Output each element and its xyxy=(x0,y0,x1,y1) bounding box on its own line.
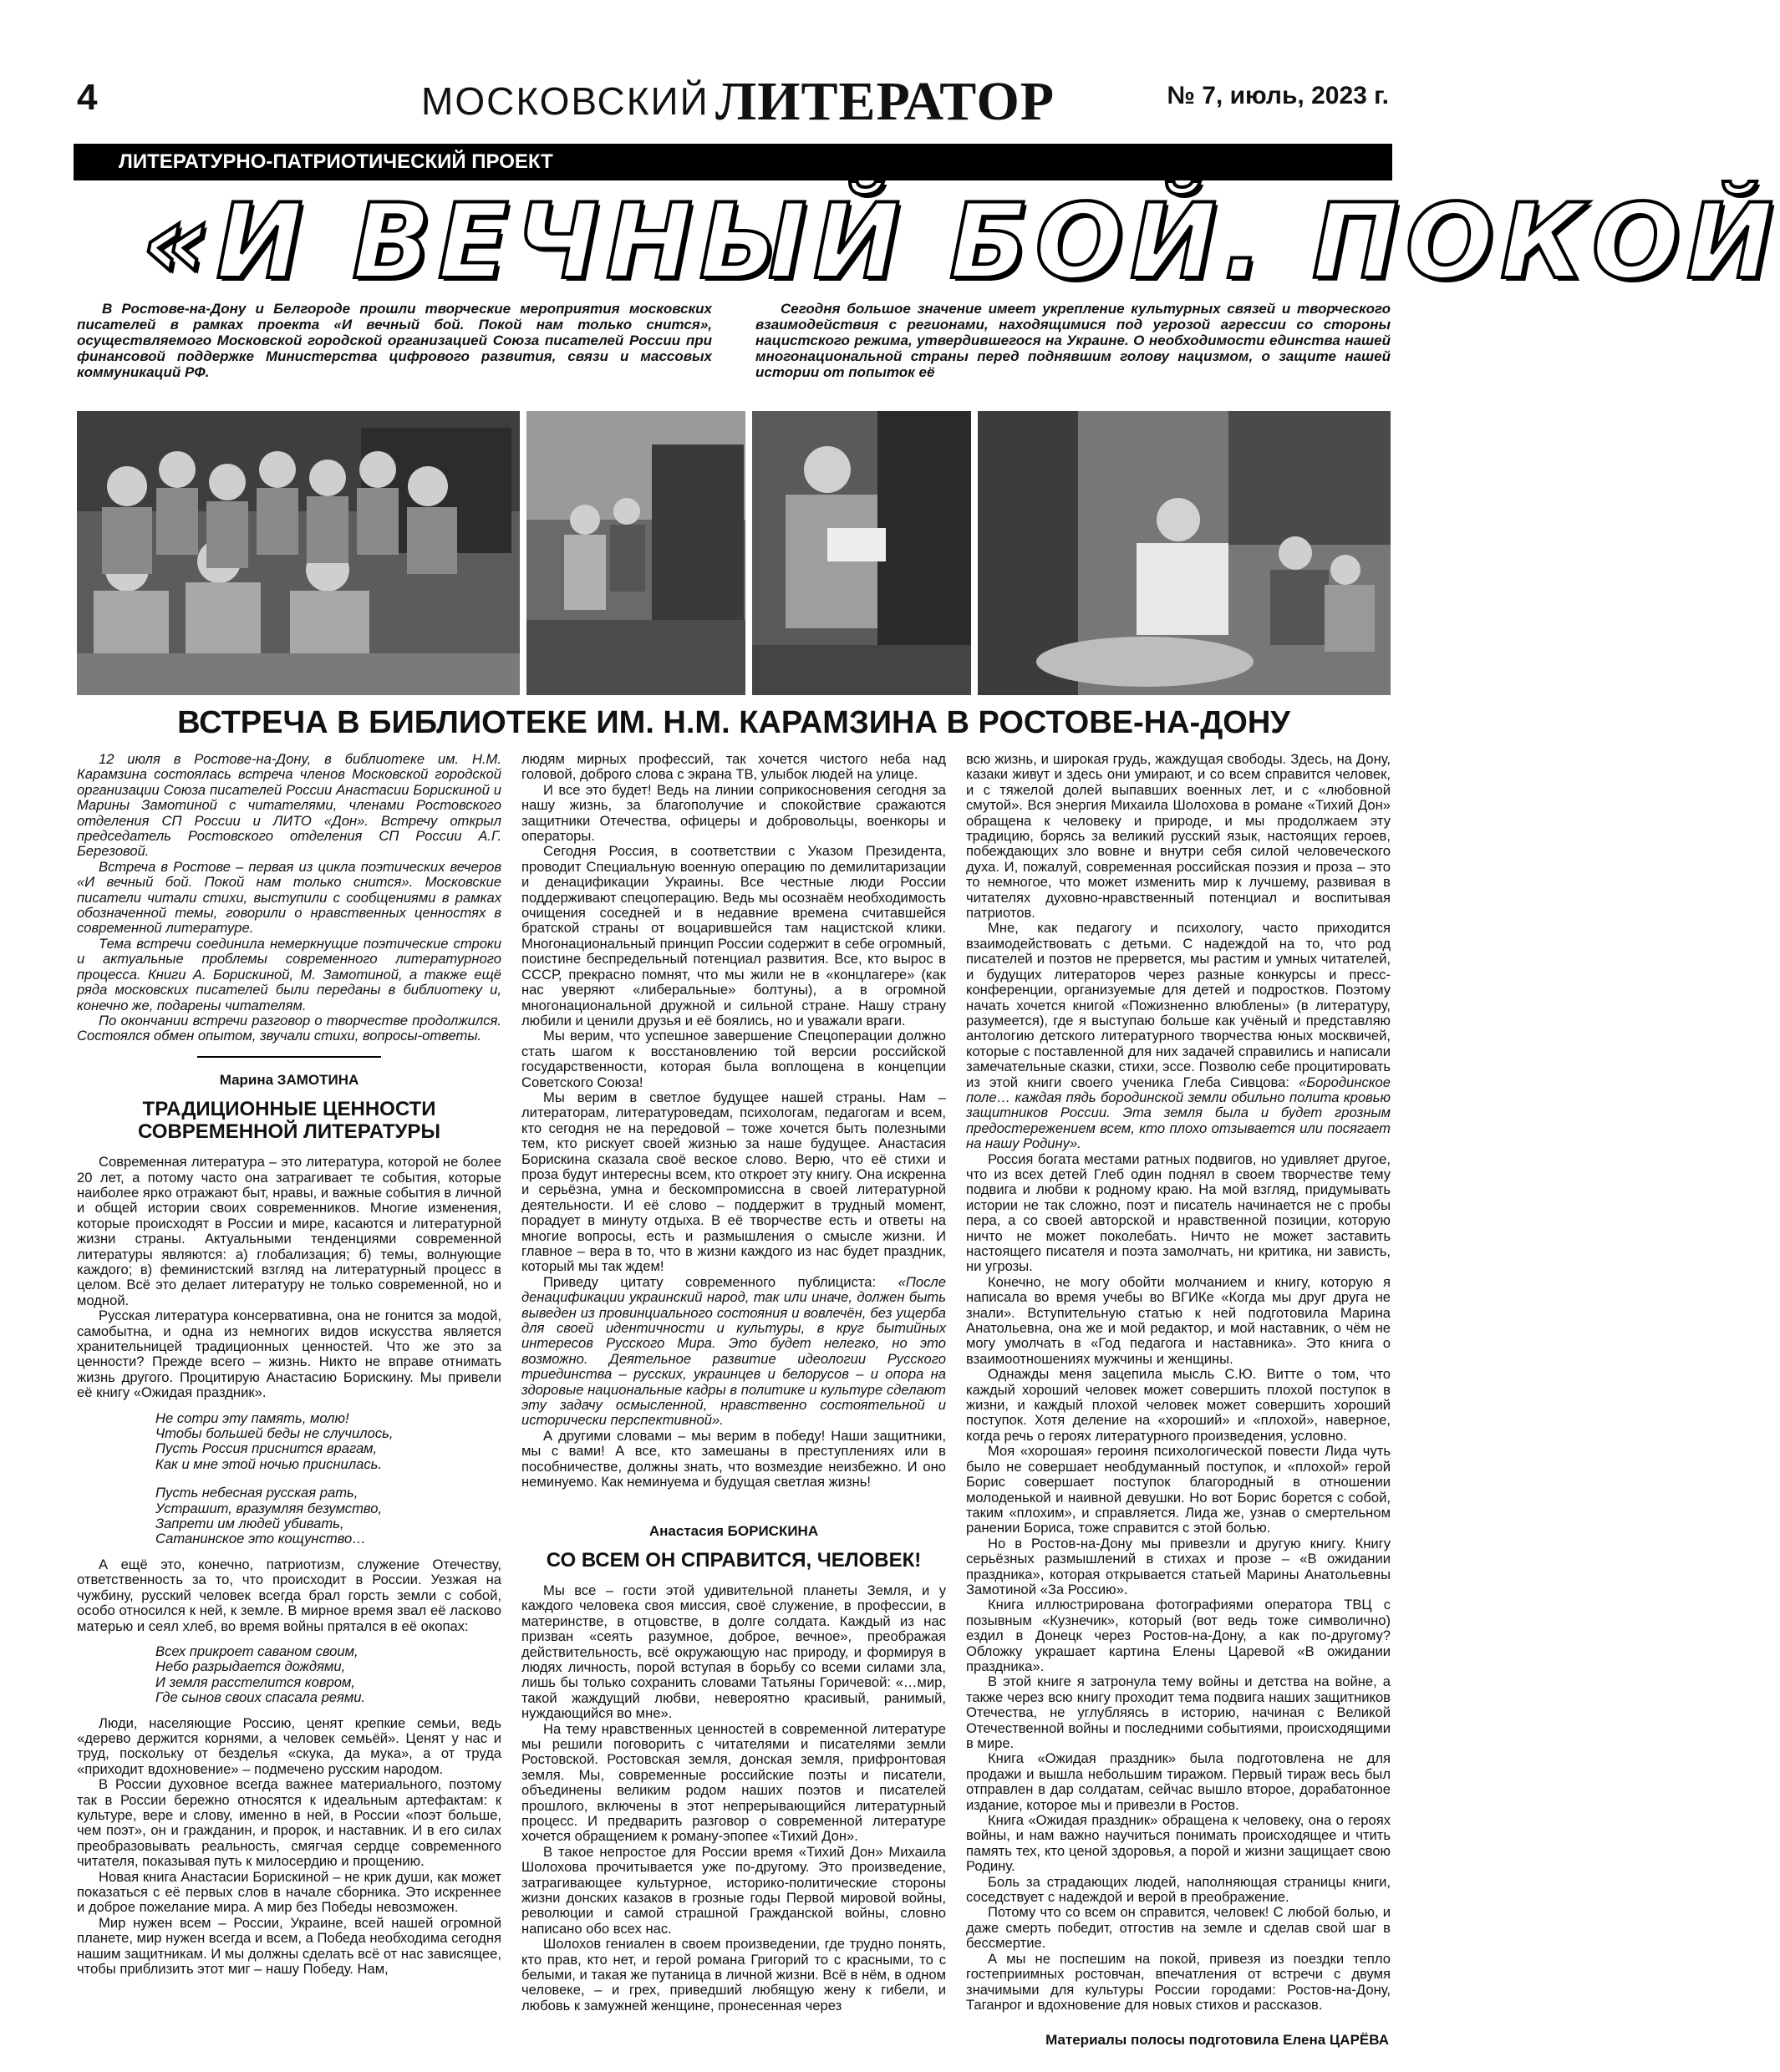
paragraph: Мы верим в светлое будущее нашей страны. Нам – литераторам, литературоведам, психологам, педагогам и всем, кто сегодня не на передовой – тоже хочется быть полезными тем, кто рискует своей жизнью за наше будущее. Анастасия Борискина сказала своё веское слово. Верю, что её стихи и проза будут интересны всем, кто откроет эту книгу. Она искренна и серьёзна, умна и бескомпромиссна в своей литературной деятельности. И её слово – поддержит в трудный момент, порадует в минуту отдыха. В её творчестве есть и ответы на многие вопросы, есть и размышления о смысле жизни. И главное – вера в то, что в жизни каждого из нас будет праздник, который мы так ждем! xyxy=(521,1089,946,1275)
paragraph: всю жизнь, и широкая грудь, жаждущая свободы. Здесь, на Дону, казаки живут и здесь они умирают, и со всем справится человек, и с тяжелой долей выпавших военных лет, и с «любовной смутой». Вся энергия Михаила Шолохова в романе «Тихий Дон» обращена к человеку и природе, и мы продолжаем эту традицию, борясь за великий русский язык, настоящих героев, побеждающих зло вовне и внутри себя силой человеческого духа. И, пожалуй, современная российская поэзия и проза – это то немногое, что может изменить мир к лучшему, развивая в читателях духовно-нравственный потенциал и воспитывая патриотов. xyxy=(966,751,1391,922)
paragraph: людям мирных профессий, так хочется чистого неба над головой, доброго слова с экрана ТВ, улыбок людей на улице. xyxy=(521,751,946,783)
poem-line: Устрашит, вразумляя безумство, xyxy=(155,1500,383,1516)
column-2 xyxy=(521,752,946,2014)
paragraph: В России духовное всегда важнее материального, поэтому так в России бережно относятся к идеальным артефактам: к культуре, вере и слову, именно в ней, в России «поэт больше, чем поэт», он и гражданин, и пророк, и наставник. И в его силах преобразовывать реальность, смягчая сердце современного читателя, показывая путь к милосердию и прощению. xyxy=(77,1776,501,1870)
article-title: ТРАДИЦИОННЫЕ ЦЕННОСТИ СОВРЕМЕННОЙ ЛИТЕРАТУРЫ xyxy=(138,1098,440,1144)
column-1 xyxy=(77,752,501,1977)
quote-text: «После денацификации украинский народ, так или иначе, должен быть выведен из провинциального состояния и вовлечён, без ущерба для своей идентичности и культуры, в круг бытийных интересов Русского Мира. Это будет нелегко, но это возможно. Деятельное развитие идеологии Русского триединства – русских, украинцев и белорусов – и опора на здоровые национальные кадры в политике и культуре сделают эту задачу осмысленной, нравственно состоятельной и исторически перспективной». xyxy=(521,1273,946,1429)
intro-paragraph: Встреча в Ростове – первая из цикла поэтических вечеров «И вечный бой. Покой нам только снится». Московские писатели читали стихи, выступили с сообщениями в рамках обозначенной темы, говорили о нравственных ценностях в современной литературе. xyxy=(77,858,501,937)
poem-line: Запрети им людей убивать, xyxy=(155,1516,344,1532)
poem-line: И земля расстелится ковром, xyxy=(155,1673,355,1690)
paragraph: Книга «Ожидая праздник» была подготовлена не для продажи и вышла небольшим тиражом. Первый тираж весь был отправлен в дар солдатам, сейчас вышло второе, дорабатонное издание, которое мы и привезли в Ростов. xyxy=(966,1750,1391,1813)
paragraph: Новая книга Анастасии Борискиной – не крик души, как может показаться с её первых слов в начале сборника. Это искреннее и доброе пожелание мира. А мир без Победы невозможен. xyxy=(77,1868,501,1916)
paragraph: Мы все – гости этой удивительной планеты Земля, и у каждого человека своя миссия, своё служение, в профессии, в материнстве, в отцовстве, в долге солдата. Каждый из нас призван «сеять разумное, доброе, вечное», преображая действительность, всё окружающую нас природу, и формируя в людях личность, порой вступая в борьбу со всеми силами зла, лишь бы только сохранить словами Татьяны Горичевой: «…мир, такой жаждущий любви, невероятно красивый, ранимый, нуждающийся во мне». xyxy=(521,1582,946,1722)
group-photo xyxy=(77,411,520,695)
intro-paragraph: 12 июля в Ростове-на-Дону, в библиотеке им. Н.М. Карамзина состоялась встреча членов Московской городской организации Союза писателей России Анастасии Борискиной и Марины Замотиной с читателями, членами Ростовского отделения СП России и ЛИТО «Дон». Встречу открыл председатель Ростовского отделения СП России А.Г. Березовой. xyxy=(77,751,501,860)
poem-line: Чтобы большей беды не случилось, xyxy=(155,1425,394,1442)
paragraph: Россия богата местами ратных подвигов, но удивляет другое, что из всех детей Глеб один поднял в своем творчестве тему подвига и любви к родному краю. На мой взгляд, придумывать истории не так сложно, поэт и писатель начинается не с пробы пера, а со своей авторской и нравственной позиции, которую ничто не может поколебать. Ничто не может заставить настоящего писателя и поэта замолчать, ни критика, ни зависть, ни угрозы. xyxy=(966,1150,1391,1275)
paragraph: Современная литература – это литература, которой не более 20 лет, а потому часто она затрагивает те события, которые наиболее ярко отражают быт, нравы, и важные события в личной и общей истории своих современников. Многие изменения, которые происходят в России и мире, касаются и литературной жизни страны. Актуальными тенденциями современной литературы являются: а) глобализация; б) темы, волнующие каждого; в) феминистский взгляд на литературный процесс в целом. Всё это делает литературу не только современной, но и модной. xyxy=(77,1154,501,1308)
project-bar: ЛИТЕРАТУРНО-ПАТРИОТИЧЕСКИЙ ПРОЕКТ xyxy=(74,144,1392,180)
library-photo-2 xyxy=(752,411,971,695)
poem-line: Пусть небесная русская рать, xyxy=(155,1485,359,1501)
intro-paragraph: Тема встречи соединила немеркнущие поэтические строки и актуальные проблемы современного литературного процесса. Книги А. Борискиной, М. Замотиной, а также ещё ряда московских писателей были переданы в библиотеку и, конечно же, подарены читателям. xyxy=(77,935,501,1013)
quote-text: «Бородинское поле… каждая пядь бородинской земли обильно полита кровью защитников России. Эта земля была и будет грозным предостережением всем, кто плохо отзывается или посягает на нашу Родину». xyxy=(966,1074,1391,1152)
quote-lead: Приведу цитату современного публициста: xyxy=(543,1273,898,1290)
poem xyxy=(155,1411,501,1547)
intro-paragraph: По окончании встречи разговор о творчестве продолжился. Состоялся обмен опытом, звучали стихи, вопросы-ответы. xyxy=(77,1012,501,1044)
poem-line: Как и мне этой ночью приснилась. xyxy=(155,1455,382,1472)
section-title: ВСТРЕЧА В БИБЛИОТЕКЕ ИМ. Н.М. КАРАМЗИНА В РОСТОВЕ-НА-ДОНУ xyxy=(177,705,1290,740)
paragraph: Однажды меня зацепила мысль С.Ю. Витте о том, что каждый хороший человек может совершить плохой поступок в жизни, и каждый плохой человек может совершить хороший поступок. Хотя деление на «хороший» и «плохой», наверное, когда речь о героях литературного произведения, условно. xyxy=(966,1366,1391,1444)
paragraph xyxy=(966,921,1391,1151)
poem xyxy=(155,1644,501,1706)
masthead xyxy=(404,70,1073,137)
paragraph: Шолохов гениален в своем произведении, где трудно понять, кто прав, кто нет, и герой романа Григорий то с красными, то с белыми, и такая же путаница в личной жизни. Всё в нём, в одном человеке, – и грех, приведший любящую жену к гибели, и любовь к замужней женщине, пронесенная через xyxy=(521,1936,946,2014)
poem-line: Небо разрыдается дождями, xyxy=(155,1658,346,1675)
quote-paragraph xyxy=(521,1275,946,1429)
credit-line: Материалы полосы подготовила Елена ЦАРЁВА xyxy=(1045,2032,1389,2048)
photo-strip xyxy=(77,411,1391,695)
page-number: 4 xyxy=(77,77,98,118)
library-photo-1 xyxy=(526,411,745,695)
lead-left: В Ростове-на-Дону и Белгороде прошли творческие мероприятия московских писателей в рамках проекта «И вечный бой. Покой нам только снится», осуществляемого Московской городской организацией Союза писателей России при финансовой поддержке Министерства цифрового развития, связи и массовых коммуникаций РФ. xyxy=(77,301,712,380)
paragraph: Моя «хорошая» героиня психологической повести Лида чуть было не совершает необдуманный поступок, и «плохой» герой Борис совершает поступок благородный в отношении молоденькой и наивной девушки. Но вот Борис борется с собой, таким «плохим», и справляется. Лида же, узнав о смертельном ранении Бориса, тоже справится с этой болью. xyxy=(966,1443,1391,1536)
poem-line: Пусть Россия приснится врагам, xyxy=(155,1440,378,1457)
paragraph: Конечно, не могу обойти молчанием и книгу, которую я написала во время учебы во ВГИКе «Когда мы друг друга не знали». Вступительную статью к ней подготовила Марина Анатольевна, она же и мой редактор, и мой наставник, о чём не могу умолчать в «Год педагога и наставника». Это книга о взаимоотношениях мужчины и женщины. xyxy=(966,1273,1391,1367)
article-author: Марина ЗАМОТИНА xyxy=(219,1071,359,1088)
paragraph: Но в Ростов-на-Дону мы привезли и другую книгу. Книгу серьёзных размышлений в стихах и прозе – «В ожидании праздника», которая открывается статьей Марины Анатольевны Замотиной «За Россию». xyxy=(966,1535,1391,1597)
issue-info: № 7, июль, 2023 г. xyxy=(1167,82,1389,109)
main-headline: «И ВЕЧНЫЙ БОЙ. ПОКОЙ xyxy=(142,182,1780,302)
paragraph: Мир нужен всем – России, Украине, всей нашей огромной планете, мир нужен всегда и всем, а Победа необходима сегодня нашим защитникам. И мы должны сделать всё от нас зависящее, чтобы приблизить этот миг – нашу Победу. Нам, xyxy=(77,1914,501,1978)
paragraph-text: Мне, как педагогу и психологу, часто приходится взаимодействовать с детьми. С надеждой на то, что род писателей и поэтов не прервется, мы растим и умных читателей, и будущих литераторов через разные конкурсы и пресс-конференции, организуемые для детей и подростков. Поэтому начать хочется книгой «Пожизненно влюблены» (в литературу, разумеется), где я выступаю больше как учёный и представляю антологию детского литературного творчества юных москвичей, которые с поставленной для них задачей справились и написали замечательные сказки, стихи, эссе. Позволю себе процитировать из этой книги своего ученика Глеба Сивцова: xyxy=(966,920,1391,1090)
paragraph: Сегодня Россия, в соответствии с Указом Президента, проводит Специальную военную операцию по демилитаризации и денацификации Украины. Все честные люди России поддерживают спецоперацию. Ведь мы осознаём необходимость очищения соседней и в недавние времена считавшейся братской страны от воцарившейся там нацистской клики. Многонациональный принцип России содержит в себе огромный, поистине беспредельный потенциал развития. Все, кто вырос в СССР, прекрасно помнят, что мы жили не в «концлагере» (как нас уверяют «либеральные» болтуны), а в огромной многонациональной дружной и сильной стране. Нашу страну любили и ценили друзья и её боялись, но и уважали враги. xyxy=(521,843,946,1028)
paragraph: А другими словами – мы верим в победу! Наши защитники, мы с вами! А все, кто замешаны в преступлениях или в пособничестве, должны знать, что возмездие неизбежно. И оно неминуемо. Как неминуема и будущая светлая жизнь! xyxy=(521,1427,946,1491)
paragraph: В этой книге я затронула тему войны и детства на войне, а также через всю книгу проходит тема подвига наших защитников Отечества, не углубляясь в историю, начиная с Великой Отечественной войны и последними событиями, происходящими в мире. xyxy=(966,1673,1391,1751)
paragraph: Книга «Ожидая праздник» обращена к человеку, она о героях войны, и нам важно научиться понимать происходящее и чтить память тех, кто ценой здоровья, а порой и жизни защищает свою Родину. xyxy=(966,1812,1391,1875)
paragraph: Мы верим, что успешное завершение Спецоперации должно стать шагом к восстановлению той версии российской государственности, которая была воплощена в концепции Советского Союза! xyxy=(521,1028,946,1090)
poem-line: Сатанинское это кощунство… xyxy=(155,1531,366,1547)
paragraph: Люди, населяющие Россию, ценят крепкие семьи, ведь «дерево держится корнями, а человек семьёй». Ценят у нас и труд, поскольку от безделья «скука, да мука», а от труда «приходит вдохновение» – подмечено русским народом. xyxy=(77,1714,501,1777)
paragraph: В такое непростое для России время «Тихий Дон» Михаила Шолохова прочитывается уже по-другому. Это произведение, затрагивающее культурное, историко-политические стороны жизни донских казаков в грозные годы Первой мировой войны, революции и самой страшной Гражданской войны, словно написано обо всех нас. xyxy=(521,1843,946,1937)
masthead-big: ЛИТЕРАТОР xyxy=(715,71,1055,132)
column-3 xyxy=(966,752,1391,2013)
masthead-small: МОСКОВСКИЙ xyxy=(421,79,709,123)
paragraph: Книга иллюстрирована фотографиями оператора ТВЦ с позывным «Кузнечик», который (вот ведь тоже символично) ездил в Донецк через Ростов-на-Дону, а как по-другому? Обложку украшает картина Елены Царевой «В ожидании праздника». xyxy=(966,1597,1391,1674)
paragraph: Потому что со всем он справится, человек! С любой болью, и даже смерть победит, отгостив на земле и сделав свой шаг в бессмертие. xyxy=(966,1904,1391,1952)
library-photo-3 xyxy=(978,411,1391,695)
paragraph: Русская литература консервативна, она не гонится за модой, самобытна, и одна из немногих видов искусства является хранительницей традиционных ценностей. Что же это за ценности? Прежде всего – жизнь. Никто не вправе отнимать жизнь другого. Процитирую Анастасию Борискину. Мы привели её книгу «Ожидая праздник». xyxy=(77,1308,501,1401)
divider xyxy=(197,1056,381,1058)
poem-line: Где сынов своих спасала реями. xyxy=(155,1689,366,1706)
paragraph: И все это будет! Ведь на линии соприкосновения сегодня за нашу жизнь, за благополучие и спокойствие сражаются защитники Отечества, офицеры и добровольцы, военкоры и операторы. xyxy=(521,781,946,845)
poem-line: Всех прикроет саваном своим, xyxy=(155,1643,359,1659)
paragraph: Боль за страдающих людей, наполняющая страницы книги, соседствует с надеждой и верой в преображение. xyxy=(966,1873,1391,1906)
lead-right: Сегодня большое значение имеет укрепление культурных связей и творческого взаимодействия с регионами, находящимися под угрозой агрессии со стороны нацистского режима, утвердившегося на Украине. О необходимости единства нашей многонациональной страны перед поднявшим голову нацизмом, о защите нашей истории от попыток её xyxy=(755,301,1391,380)
paragraph: А ещё это, конечно, патриотизм, служение Отечеству, ответственность за то, что происходит в России. Уезжая на чужбину, русский человек всегда брал горсть земли с собой, особо относился к ней, к земле. В мирное время звал её ласково матерью и сеял хлеб, во время войны прятался в её окопах: xyxy=(77,1556,501,1634)
article-author: Анастасия БОРИСКИНА xyxy=(648,1522,819,1539)
article-title: СО ВСЕМ ОН СПРАВИТСЯ, ЧЕЛОВЕК! xyxy=(546,1548,922,1572)
poem-line: Не сотри эту память, молю! xyxy=(155,1409,349,1426)
paragraph: На тему нравственных ценностей в современной литературе мы решили поговорить с читателями и писателями земли Ростовской. Ростовская земля, донская земля, прифронтовая земля. Мы, современные российские поэты и писатели, объединены великим родом наших поэтов и писателей прошлого, включены в этот непрерывающийся литературный процесс. И предварить разговор о современной литературе хочется обращением к роману-эпопее «Тихий Дон». xyxy=(521,1720,946,1845)
paragraph: А мы не поспешим на покой, привезя из поездки тепло гостеприимных ростовчан, впечатления от встречи с двумя значимыми для культуры России городами: Ростов-на-Дону, Таганрог и вдохновение для новых стихов и рассказов. xyxy=(966,1950,1391,2013)
